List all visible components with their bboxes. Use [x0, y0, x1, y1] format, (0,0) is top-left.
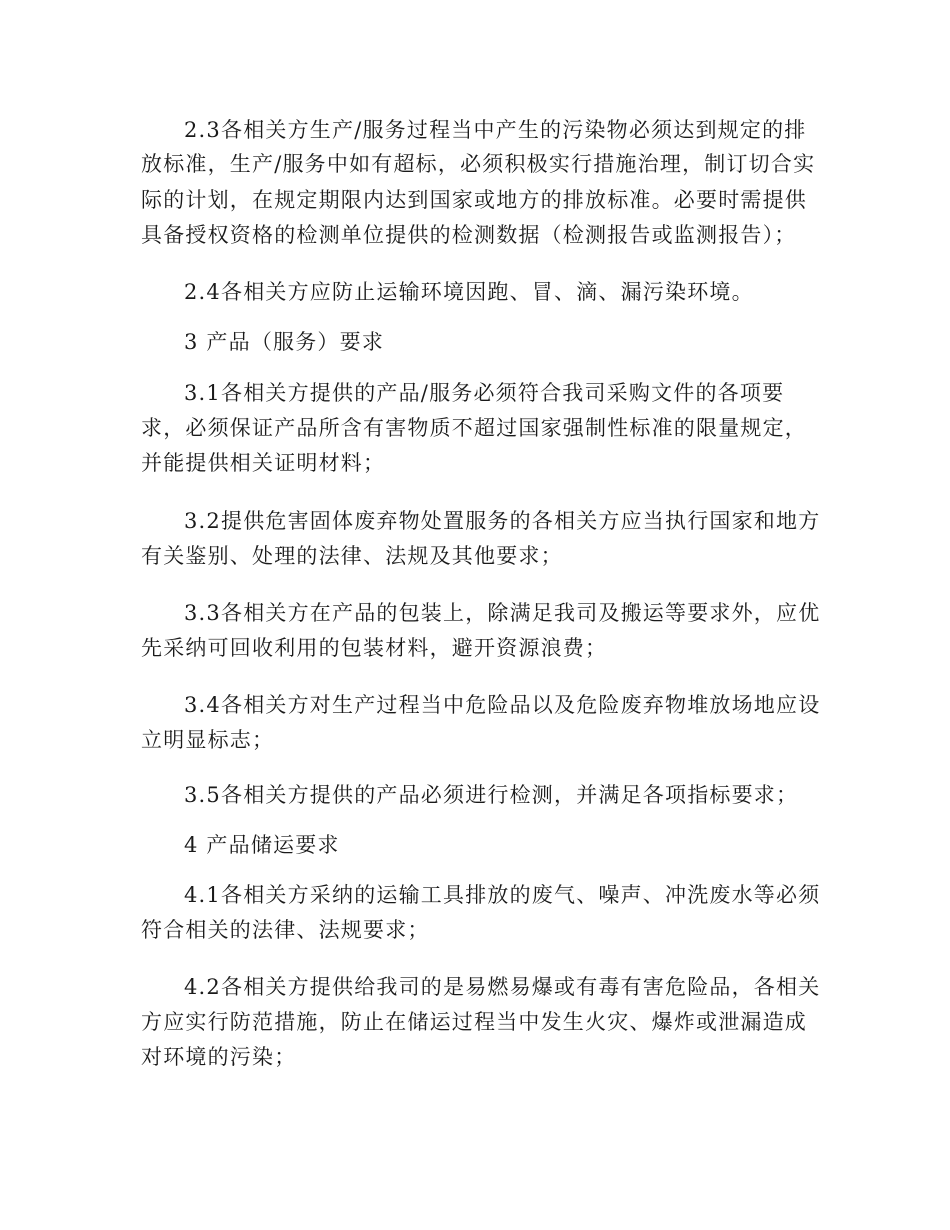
paragraph-line: 立明显标志；: [141, 728, 275, 752]
paragraph-line: 先采纳可回收利用的包装材料，避开资源浪费；: [141, 636, 608, 660]
paragraph-line: 3.3各相关方在产品的包装上，除满足我司及搬运等要求外，应优: [184, 601, 821, 625]
paragraph-line: 并能提供相关证明材料；: [141, 451, 386, 475]
paragraph-line: 3.4各相关方对生产过程当中危险品以及危险废弃物堆放场地应设: [184, 693, 821, 717]
paragraph-line: 2.4各相关方应防止运输环境因跑、冒、滴、漏污染环境。: [184, 280, 754, 304]
paragraph-line: 4.1各相关方采纳的运输工具排放的废气、噪声、冲洗废水等必须: [184, 883, 821, 907]
paragraph-line: 求，必须保证产品所含有害物质不超过国家强制性标准的限量规定，: [141, 416, 807, 440]
paragraph-line: 3.5各相关方提供的产品必须进行检测，并满足各项指标要求；: [184, 783, 799, 807]
paragraph-line: 4.2各相关方提供给我司的是易燃易爆或有毒有害危险品，各相关: [184, 975, 821, 999]
paragraph-line: 方应实行防范措施，防止在储运过程当中发生火灾、爆炸或泄漏造成: [141, 1010, 807, 1034]
paragraph-line: 具备授权资格的检测单位提供的检测数据（检测报告或监测报告）；: [141, 223, 797, 247]
heading-line: 3 产品（服务）要求: [184, 330, 385, 354]
paragraph-line: 3.1各相关方提供的产品/服务必须符合我司采购文件的各项要: [184, 381, 785, 405]
paragraph-line: 有关鉴别、处理的法律、法规及其他要求；: [141, 544, 563, 568]
paragraph-line: 2.3各相关方生产/服务过程当中产生的污染物必须达到规定的排: [184, 118, 807, 142]
paragraph-line: 符合相关的法律、法规要求；: [141, 918, 430, 942]
paragraph-line: 对环境的污染；: [141, 1045, 297, 1069]
paragraph-line: 放标准，生产/服务中如有超标，必须积极实行措施治理，制订切合实: [141, 152, 816, 176]
paragraph-line: 3.2提供危害固体废弃物处置服务的各相关方应当执行国家和地方: [184, 509, 821, 533]
paragraph-line: 际的计划，在规定期限内达到国家或地方的排放标准。必要时需提供: [141, 188, 807, 212]
heading-line: 4 产品储运要求: [184, 833, 340, 857]
